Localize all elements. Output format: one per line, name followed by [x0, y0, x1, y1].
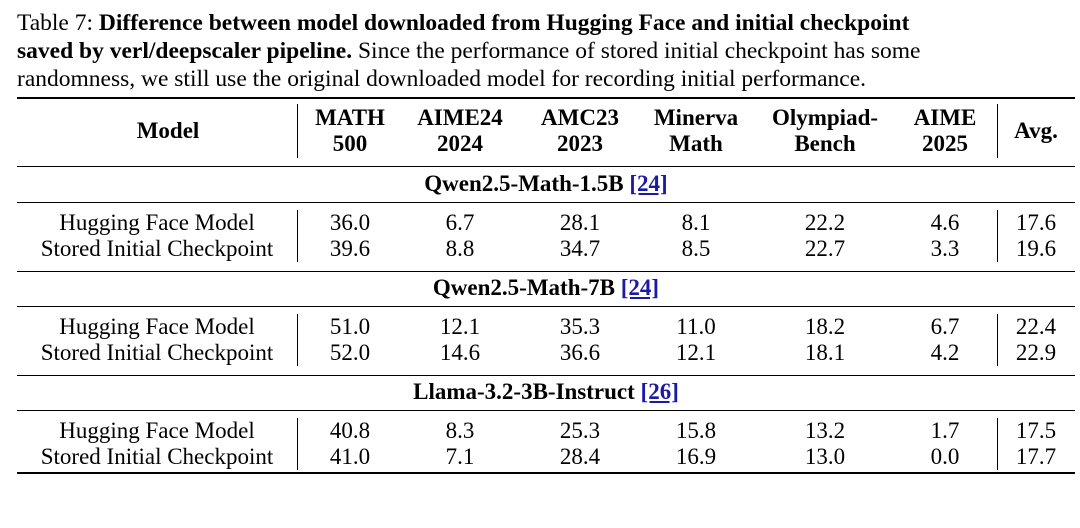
cell-aime25: 3.3: [930, 236, 960, 261]
row-model-name: Stored Initial Checkpoint: [40, 444, 274, 469]
cell-math500: 41.0: [329, 444, 371, 469]
cell-amc23: 35.3: [559, 314, 601, 339]
cell-math500: 39.6: [329, 236, 371, 261]
row-model-name: Hugging Face Model: [59, 210, 255, 235]
cell-avg: 22.4: [1015, 314, 1057, 339]
table-bottom-rule: [17, 472, 1075, 474]
cell-olympiad: 13.0: [804, 444, 846, 469]
cell-aime25: 4.6: [930, 210, 960, 235]
table-top-rule: [17, 97, 1075, 99]
column-divider: [297, 210, 298, 262]
cell-math500: 52.0: [329, 340, 371, 365]
cell-avg: 19.6: [1015, 236, 1057, 261]
cell-minerva: 8.5: [681, 236, 711, 261]
header-bottom-rule: [17, 166, 1075, 167]
group-rule: [17, 410, 1075, 411]
cell-olympiad: 18.1: [804, 340, 846, 365]
cell-aime24: 8.3: [445, 418, 475, 443]
caption-line-2: [17, 37, 1077, 65]
cell-amc23: 28.1: [559, 210, 601, 235]
header-math-line2: 500: [332, 131, 368, 156]
cell-avg: 22.9: [1015, 340, 1057, 365]
group-title-qwen-7b: [17, 275, 1075, 301]
cell-aime24: 7.1: [445, 444, 475, 469]
cell-minerva: 15.8: [675, 418, 717, 443]
caption-text-part1: Since the performance of stored initial checkpoint has some: [357, 38, 921, 64]
header-amc23-line2: 2023: [557, 131, 603, 156]
cell-olympiad: 18.2: [804, 314, 846, 339]
header-olympiad-line2: Bench: [794, 131, 856, 156]
cell-amc23: 36.6: [559, 340, 601, 365]
header-avg: Avg.: [1014, 118, 1058, 143]
header-model: Model: [136, 118, 200, 143]
caption-title-part2: saved by verl/deepscaler pipeline.: [17, 38, 353, 64]
table-caption: [17, 9, 1077, 93]
cell-amc23: 25.3: [559, 418, 601, 443]
group-bottom-rule: [17, 375, 1075, 376]
cell-math500: 36.0: [329, 210, 371, 235]
caption-label: Table 7:: [17, 10, 94, 36]
header-amc23-line1: AMC23: [541, 105, 619, 130]
cell-aime24: 8.8: [445, 236, 475, 261]
citation-link[interactable]: [26]: [640, 379, 679, 404]
row-model-name: Hugging Face Model: [59, 418, 255, 443]
header-aime25-line1: AIME: [913, 105, 977, 130]
header-minerva-line2: Math: [669, 131, 723, 156]
cell-olympiad: 22.2: [804, 210, 846, 235]
column-divider: [997, 314, 998, 366]
cell-aime25: 1.7: [930, 418, 960, 443]
caption-line-3: [17, 65, 1077, 93]
header-divider-left: [297, 104, 298, 158]
column-divider: [297, 418, 298, 470]
header-divider-right: [997, 104, 998, 158]
cell-olympiad: 22.7: [804, 236, 846, 261]
group-bottom-rule: [17, 271, 1075, 272]
header-aime24-line1: AIME24: [417, 105, 503, 130]
citation-link[interactable]: [24]: [629, 171, 668, 196]
cell-aime24: 14.6: [439, 340, 481, 365]
cell-aime25: 0.0: [930, 444, 960, 469]
cell-avg: 17.5: [1015, 418, 1057, 443]
cell-amc23: 34.7: [559, 236, 601, 261]
group-name: Llama-3.2-3B-Instruct: [413, 379, 635, 404]
cell-math500: 40.8: [329, 418, 371, 443]
cell-aime25: 4.2: [930, 340, 960, 365]
group-rule: [17, 306, 1075, 307]
cell-minerva: 8.1: [681, 210, 711, 235]
group-name: Qwen2.5-Math-7B: [432, 275, 615, 300]
row-model-name: Stored Initial Checkpoint: [40, 340, 274, 365]
caption-line-1: [17, 9, 1077, 37]
cell-avg: 17.6: [1015, 210, 1057, 235]
header-aime25-line2: 2025: [922, 131, 968, 156]
cell-amc23: 28.4: [559, 444, 601, 469]
group-rule: [17, 202, 1075, 203]
row-model-name: Hugging Face Model: [59, 314, 255, 339]
cell-aime24: 6.7: [445, 210, 475, 235]
header-math-line1: MATH: [315, 105, 385, 130]
header-aime24-line2: 2024: [437, 131, 483, 156]
caption-title-part1: Difference between model downloaded from Hugging Face and initial checkpoint: [98, 10, 910, 36]
header-minerva-line1: Minerva: [653, 105, 739, 130]
column-divider: [997, 418, 998, 470]
column-divider: [297, 314, 298, 366]
header-olympiad-line1: Olympiad-: [771, 105, 879, 130]
cell-minerva: 11.0: [676, 314, 716, 339]
row-model-name: Stored Initial Checkpoint: [40, 236, 274, 261]
column-divider: [997, 210, 998, 262]
cell-aime25: 6.7: [930, 314, 960, 339]
citation-link[interactable]: [24]: [620, 275, 660, 300]
group-title-llama-3b: [17, 379, 1075, 405]
group-title-qwen-1-5b: [17, 171, 1075, 197]
group-name: Qwen2.5-Math-1.5B: [424, 171, 624, 196]
cell-minerva: 12.1: [675, 340, 717, 365]
cell-math500: 51.0: [329, 314, 371, 339]
caption-text-part2: randomness, we still use the original downloaded model for recording initial performance.: [17, 66, 867, 92]
cell-olympiad: 13.2: [804, 418, 846, 443]
cell-aime24: 12.1: [439, 314, 481, 339]
cell-minerva: 16.9: [675, 444, 717, 469]
cell-avg: 17.7: [1015, 444, 1057, 469]
